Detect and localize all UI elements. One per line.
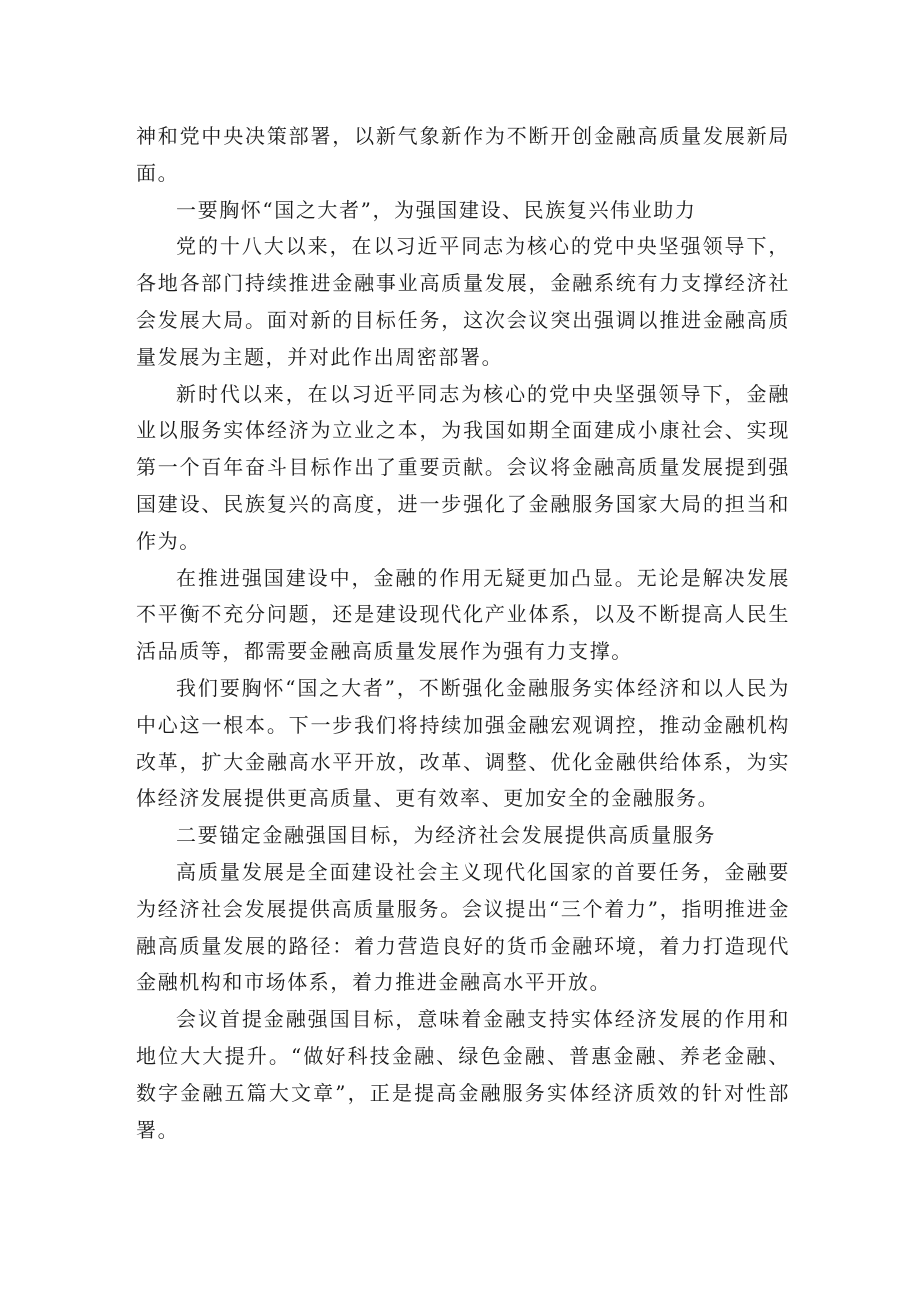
paragraph: 党的十八大以来，在以习近平同志为核心的党中央坚强领导下，各地各部门持续推进金融事业高质量发展，金融系统有力支撑经济社会发展大局。面对新的目标任务，这次会议突出强调以推进金融高质量发展为主题，并对此作出周密部署。 <box>136 234 790 369</box>
document-body <box>136 118 790 1148</box>
paragraph: 在推进强国建设中，金融的作用无疑更加凸显。无论是解决发展不平衡不充分问题，还是建设现代化产业体系，以及不断提高人民生活品质等，都需要金融高质量发展作为强有力支撑。 <box>136 565 790 664</box>
section-heading-1: 一要胸怀“国之大者”，为强国建设、民族复兴伟业助力 <box>176 197 697 222</box>
paragraph: 我们要胸怀“国之大者”，不断强化金融服务实体经济和以人民为中心这一根本。下一步我们将持续加强金融宏观调控，推动金融机构改革，扩大金融高水平开放，改革、调整、优化金融供给体系，为实体经济发展提供更高质量、更有效率、更加安全的金融服务。 <box>136 675 790 811</box>
section-heading-2: 二要锚定金融强国目标，为经济社会发展提供高质量服务 <box>176 823 716 848</box>
paragraph-continuation: 神和党中央决策部署，以新气象新作为不断开创金融高质量发展新局面。 <box>136 124 790 185</box>
paragraph: 会议首提金融强国目标，意味着金融支持实体经济发展的作用和地位大大提升。“做好科技金融、绿色金融、普惠金融、养老金融、数字金融五篇大文章”，正是提高金融服务实体经济质效的针对性部署。 <box>136 1007 790 1142</box>
paragraph: 新时代以来，在以习近平同志为核心的党中央坚强领导下，金融业以服务实体经济为立业之本，为我国如期全面建成小康社会、实现第一个百年奋斗目标作出了重要贡献。会议将金融高质量发展提到强国建设、民族复兴的高度，进一步强化了金融服务国家大局的担当和作为。 <box>136 381 790 553</box>
paragraph: 高质量发展是全面建设社会主义现代化国家的首要任务，金融要为经济社会发展提供高质量服务。会议提出“三个着力”，指明推进金融高质量发展的路径：着力营造良好的货币金融环境，着力打造现代金融机构和市场体系，着力推进金融高水平开放。 <box>136 859 790 995</box>
